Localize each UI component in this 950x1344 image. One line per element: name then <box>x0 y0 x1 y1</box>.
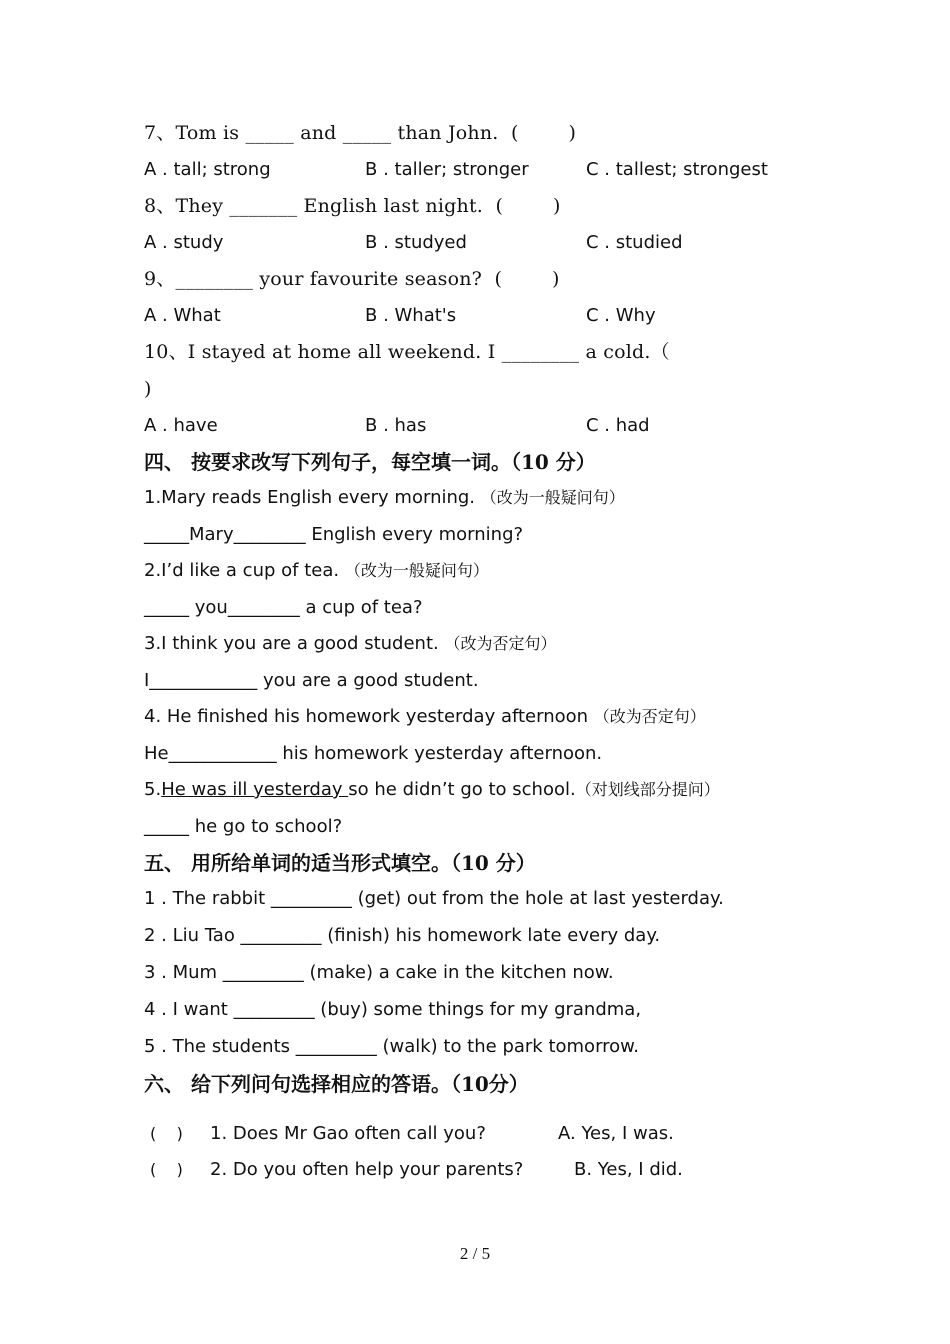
question-7-stem: 7、Tom is _____ and _____ than John. ( ) <box>144 122 577 144</box>
section-5-item-3: 3 . Mum _________ (make) a cake in the kitchen now. <box>144 962 614 983</box>
section-5-item-2: 2 . Liu Tao _________ (finish) his homework late every day. <box>144 925 661 946</box>
question-8-option-c: C . studied <box>586 232 683 253</box>
instruction-note: （改为否定句） <box>593 707 706 726</box>
section-4-answer-3: I____________ you are a good student. <box>144 670 479 691</box>
sentence-rest: so he didn’t go to school. <box>348 779 576 800</box>
question-10-stem: 10、I stayed at home all weekend. I ________ a cold.（ <box>144 341 670 363</box>
instruction-note: （改为一般疑问句） <box>344 561 489 580</box>
question-9-option-c: C . Why <box>586 305 656 326</box>
section-5-item-4: 4 . I want _________ (buy) some things for my grandma, <box>144 999 642 1020</box>
question-9-option-b: B . What's <box>365 305 457 326</box>
section-4-answer-1: _____Mary________ English every morning? <box>144 524 524 545</box>
answer-bracket-2: ( ) <box>150 1160 183 1179</box>
section-5-item-5: 5 . The students _________ (walk) to the park tomorrow. <box>144 1036 639 1057</box>
section-4-answer-5: _____ he go to school? <box>144 816 343 837</box>
sentence: 4. He finished his homework yesterday afternoon <box>144 706 589 727</box>
instruction-note: （对划线部分提问） <box>575 780 720 799</box>
section-6-answer-b: B. Yes, I did. <box>574 1159 683 1180</box>
sentence: 1.Mary reads English every morning. <box>144 487 476 508</box>
question-8-stem: 8、They _______ English last night. ( ) <box>144 195 561 217</box>
section-5-heading: 五、 用所给单词的适当形式填空。（10 分） <box>144 851 536 875</box>
question-7-option-a: A . tall; strong <box>144 159 271 180</box>
section-4-heading: 四、 按要求改写下列句子，每空填一词。（10 分） <box>144 450 596 474</box>
question-8-option-b: B . studyed <box>365 232 467 253</box>
section-6-heading: 六、 给下列问句选择相应的答语。（10分） <box>144 1072 529 1096</box>
section-6-question-2: 2. Do you often help your parents? <box>210 1159 524 1180</box>
item-number: 5. <box>144 779 162 800</box>
section-6-question-1: 1. Does Mr Gao often call you? <box>210 1123 486 1144</box>
section-4-item-3 <box>144 635 556 653</box>
sentence: 2.I’d like a cup of tea. <box>144 560 340 581</box>
question-10-option-a: A . have <box>144 415 218 436</box>
section-4-answer-2: _____ you________ a cup of tea? <box>144 597 423 618</box>
section-4-item-4 <box>144 708 706 726</box>
underlined-phrase: He was ill yesterday <box>161 779 349 800</box>
question-10-option-c: C . had <box>586 415 650 436</box>
section-6-answer-a: A. Yes, I was. <box>558 1123 674 1144</box>
question-10-option-b: B . has <box>365 415 427 436</box>
section-4-item-5 <box>144 781 720 799</box>
section-4-answer-4: He____________ his homework yesterday afternoon. <box>144 743 603 764</box>
answer-bracket-1: ( ) <box>150 1124 183 1143</box>
question-9-stem: 9、________ your favourite season? ( ) <box>144 268 560 290</box>
question-10-stem-cont: ) <box>144 378 152 400</box>
section-4-item-1 <box>144 489 625 507</box>
question-7-option-c: C . tallest; strongest <box>586 159 768 180</box>
question-9-option-a: A . What <box>144 305 221 326</box>
section-4-item-2 <box>144 562 489 580</box>
page-number: 2 / 5 <box>459 1244 491 1263</box>
section-5-item-1: 1 . The rabbit _________ (get) out from the hole at last yesterday. <box>144 888 724 909</box>
sentence: 3.I think you are a good student. <box>144 633 439 654</box>
instruction-note: （改为一般疑问句） <box>480 488 625 507</box>
question-8-option-a: A . study <box>144 232 224 253</box>
instruction-note: （改为否定句） <box>444 634 557 653</box>
question-7-option-b: B . taller; stronger <box>365 159 529 180</box>
